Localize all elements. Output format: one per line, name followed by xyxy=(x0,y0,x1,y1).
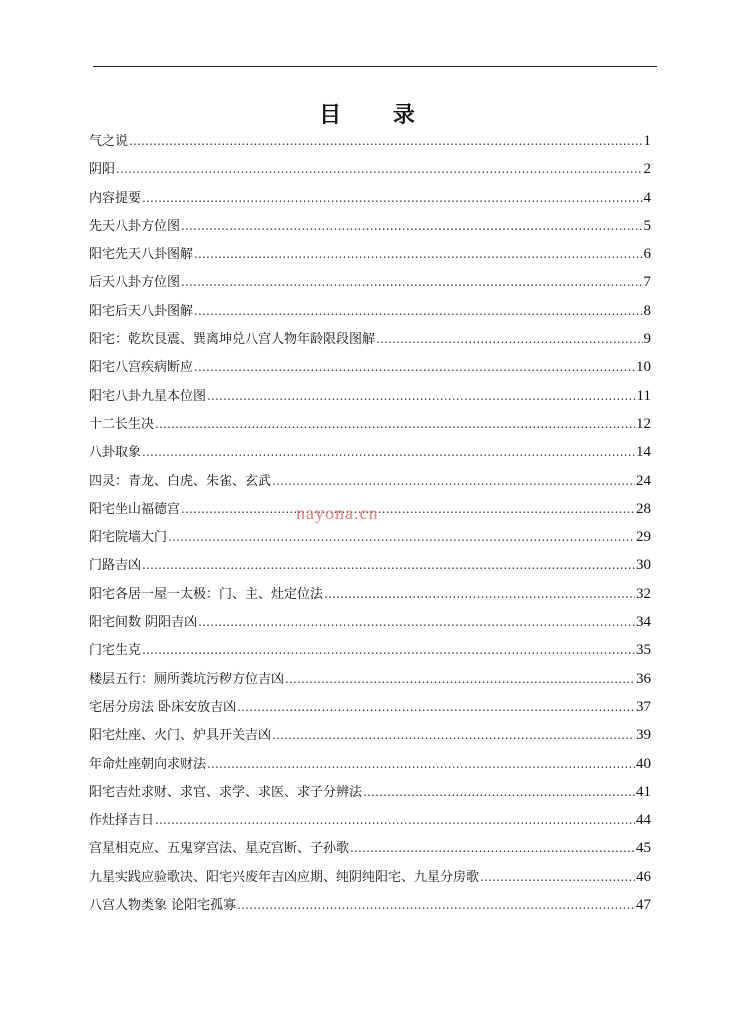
toc-entry[interactable] xyxy=(89,184,651,212)
toc-leader-dots xyxy=(116,155,642,183)
toc-entry-label: 九星实践应验歌决、阳宅兴废年吉凶应期、纯阴纯阳宅、九星分房歌 xyxy=(89,869,480,885)
toc-leader-dots xyxy=(129,127,642,155)
toc-entry-label: 后天八卦方位图 xyxy=(89,275,181,291)
toc-entry-label: 八卦取象 xyxy=(89,445,142,461)
toc-entry-label: 气之说 xyxy=(89,134,129,149)
toc-entry-page: 24 xyxy=(636,472,651,489)
toc-entry-label: 年命灶座朝向求财法 xyxy=(89,756,207,772)
toc-entry[interactable] xyxy=(89,155,651,183)
toc-leader-dots xyxy=(155,806,635,834)
toc-entry[interactable] xyxy=(89,608,651,636)
toc-leader-dots xyxy=(181,212,642,240)
toc-entry-label: 八宫人物类象 论阳宅孤寡 xyxy=(89,898,237,914)
toc-entry[interactable] xyxy=(89,665,651,693)
toc-entry[interactable] xyxy=(89,297,651,325)
toc-entry[interactable] xyxy=(89,721,651,749)
toc-entry-label: 阳宅灶座、火门、炉具开关吉凶 xyxy=(89,728,272,744)
toc-entry[interactable] xyxy=(89,325,651,353)
toc-entry-label: 先天八卦方位图 xyxy=(89,218,181,234)
toc-leader-dots xyxy=(168,523,635,551)
toc-leader-dots xyxy=(181,495,635,523)
toc-entry[interactable] xyxy=(89,127,651,155)
toc-entry-page: 7 xyxy=(643,274,651,291)
toc-leader-dots xyxy=(155,410,635,438)
toc-leader-dots xyxy=(142,636,635,664)
toc-entry-page: 10 xyxy=(636,359,651,376)
toc-entry-page: 44 xyxy=(636,812,651,829)
watermark: nayona.cn xyxy=(296,503,379,523)
toc-entry[interactable] xyxy=(89,382,651,410)
toc-leader-dots xyxy=(142,551,635,579)
toc-entry-label: 四灵：青龙、白虎、朱雀、玄武 xyxy=(89,473,272,489)
toc-entry[interactable] xyxy=(89,580,651,608)
toc-entry[interactable] xyxy=(89,636,651,664)
toc-entry-label: 阳宅吉灶求财、求官、求学、求医、求子分辨法 xyxy=(89,784,363,800)
toc-entry-page: 47 xyxy=(636,897,651,914)
toc-entry-label: 阴阳 xyxy=(89,162,116,178)
toc-entry[interactable] xyxy=(89,834,651,862)
toc-entry-page: 9 xyxy=(643,331,651,348)
toc-entry-page: 5 xyxy=(643,217,651,234)
toc-entry-page: 39 xyxy=(636,727,651,744)
toc-entry-page: 30 xyxy=(636,557,651,574)
toc-entry[interactable] xyxy=(89,863,651,891)
toc-entry-label: 作灶择吉日 xyxy=(89,813,155,829)
toc-entry-label: 阳宅间数 阴阳吉凶 xyxy=(89,615,198,631)
toc-entry-label: 阳宅后天八卦图解 xyxy=(89,303,194,319)
toc-entry-label: 阳宅八卦九星本位图 xyxy=(89,388,207,404)
toc-entry-label: 阳宅各居一屋一太极：门、主、灶定位法 xyxy=(89,586,324,602)
toc-entry[interactable] xyxy=(89,551,651,579)
toc-entry-page: 46 xyxy=(636,868,651,885)
toc-leader-dots xyxy=(272,721,635,749)
toc-entry-label: 阳宅八宫疾病断应 xyxy=(89,360,194,376)
toc-leader-dots xyxy=(194,353,635,381)
toc-entry-page: 32 xyxy=(636,585,651,602)
toc-leader-dots xyxy=(237,693,635,721)
toc-entry-label: 阳宅先天八卦图解 xyxy=(89,247,194,263)
toc-entry-page: 11 xyxy=(636,387,651,404)
toc-entry-page: 40 xyxy=(636,755,651,772)
toc-entry-label: 宫星相克应、五鬼穿宫法、星克宫断、子孙歌 xyxy=(89,841,350,857)
toc-leader-dots xyxy=(272,467,635,495)
toc-entry-page: 35 xyxy=(636,642,651,659)
toc-entry-label: 十二长生决 xyxy=(89,416,155,432)
toc-leader-dots xyxy=(142,438,635,466)
toc-entry[interactable] xyxy=(89,438,651,466)
toc-entry-page: 6 xyxy=(643,246,651,263)
toc-entry-page: 37 xyxy=(636,698,651,715)
toc-entry[interactable] xyxy=(89,240,651,268)
toc-entry-page: 8 xyxy=(643,302,651,319)
toc-entry[interactable] xyxy=(89,806,651,834)
toc-entry[interactable] xyxy=(89,693,651,721)
toc-leader-dots xyxy=(285,665,635,693)
toc-leader-dots xyxy=(480,863,635,891)
header-rule xyxy=(93,66,657,67)
toc-leader-dots xyxy=(350,834,635,862)
toc-entry-label: 阳宅坐山福德宫 xyxy=(89,501,181,517)
toc-entry-page: 2 xyxy=(643,161,651,178)
toc-entry[interactable] xyxy=(89,750,651,778)
toc-entry-page: 28 xyxy=(636,500,651,517)
toc-entry-page: 29 xyxy=(636,529,651,546)
toc-leader-dots xyxy=(194,297,642,325)
toc-leader-dots xyxy=(207,382,636,410)
toc-entry[interactable] xyxy=(89,268,651,296)
toc-entry-page: 1 xyxy=(643,133,651,149)
toc-entry-page: 41 xyxy=(636,783,651,800)
toc-entry[interactable] xyxy=(89,467,651,495)
toc-entry-page: 14 xyxy=(636,444,651,461)
toc-leader-dots xyxy=(142,184,642,212)
toc-entry[interactable] xyxy=(89,353,651,381)
toc-entry-page: 12 xyxy=(636,415,651,432)
page-title: 目 录 xyxy=(319,103,437,128)
toc-leader-dots xyxy=(194,240,642,268)
toc-entry-page: 45 xyxy=(636,840,651,857)
toc-leader-dots xyxy=(363,778,635,806)
toc-leader-dots xyxy=(376,325,642,353)
toc-entry[interactable] xyxy=(89,523,651,551)
toc-entry-label: 内容提要 xyxy=(89,190,142,206)
toc-entry[interactable] xyxy=(89,212,651,240)
toc-leader-dots xyxy=(237,891,635,919)
toc-entry-label: 门宅生克 xyxy=(89,643,142,659)
toc-leader-dots xyxy=(324,580,635,608)
toc-entry-label: 楼层五行：厕所粪坑污秽方位吉凶 xyxy=(89,671,285,687)
toc-entry-page: 36 xyxy=(636,670,651,687)
toc-leader-dots xyxy=(198,608,635,636)
toc-entry-label: 门路吉凶 xyxy=(89,558,142,574)
toc-entry-label: 阳宅院墙大门 xyxy=(89,530,168,546)
toc-entry-page: 34 xyxy=(636,614,651,631)
toc-entry[interactable] xyxy=(89,410,651,438)
toc-leader-dots xyxy=(181,268,642,296)
toc-entry-label: 宅居分房法 卧床安放吉凶 xyxy=(89,699,237,715)
toc-entry-page: 4 xyxy=(643,189,651,206)
toc-entry[interactable] xyxy=(89,778,651,806)
toc-entry[interactable] xyxy=(89,891,651,919)
toc-entry-label: 阳宅：乾坎艮震、巽离坤兑八宫人物年龄限段图解 xyxy=(89,332,376,348)
toc-leader-dots xyxy=(207,750,635,778)
